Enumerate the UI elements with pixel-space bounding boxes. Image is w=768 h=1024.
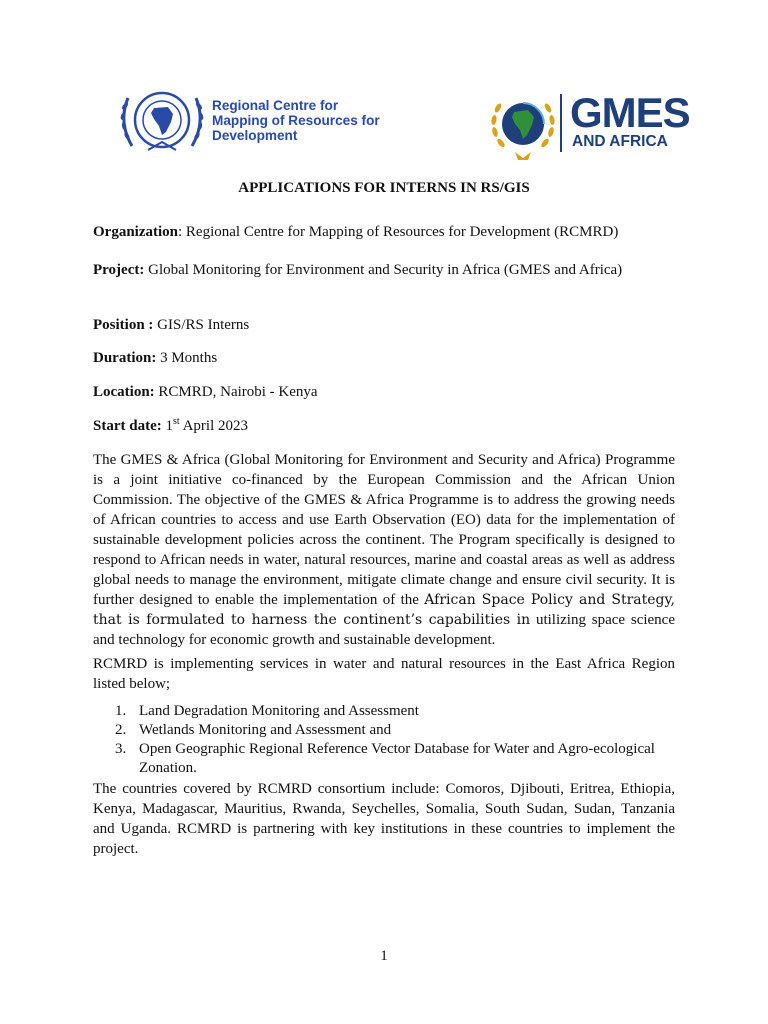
gmes-africa-logo (488, 88, 690, 162)
start-date-day: 1 (161, 418, 173, 434)
start-date-label: Start date: (93, 418, 162, 434)
intro-paragraph (93, 450, 675, 650)
list-item-number: 2. (115, 722, 127, 738)
rcmrd-logo (118, 88, 378, 156)
page-number: 1 (380, 948, 388, 964)
start-date-rest: April 2023 (179, 418, 248, 434)
rcmrd-logo-text: Regional Centre for Mapping of Resources for Development (212, 98, 380, 143)
gmes-globe-icon (488, 88, 558, 162)
location-value: RCMRD, Nairobi - Kenya (154, 384, 318, 400)
position-value: GIS/RS Interns (153, 317, 250, 333)
organization-value: : Regional Centre for Mapping of Resources for Development (RCMRD) (178, 224, 619, 240)
duration-value: 3 Months (156, 350, 218, 366)
position-label: Position : (93, 317, 154, 333)
intro-paragraph-policy-text: African Space Policy and Strategy, that is formulated to harness the continent’s capabilities in (93, 592, 676, 628)
start-date-field (93, 418, 248, 435)
duration-field (93, 350, 217, 367)
start-date-suffix: st (172, 416, 180, 427)
location-field (93, 384, 318, 401)
location-label: Location: (93, 384, 155, 400)
list-item-number: 1. (115, 703, 127, 719)
list-item-text: Open Geographic Regional Reference Vector Database for Water and Agro-ecological Zonation. (139, 741, 655, 776)
project-field (93, 262, 622, 279)
services-intro: RCMRD is implementing services in water and natural resources in the East Africa Region listed below; (93, 656, 675, 692)
list-item-text: Land Degradation Monitoring and Assessment (139, 703, 419, 719)
list-item (93, 740, 675, 778)
gmes-logo-subtitle: AND AFRICA (572, 133, 668, 150)
rcmrd-emblem-icon (118, 88, 206, 156)
countries-paragraph: The countries covered by RCMRD consortium include: Comoros, Djibouti, Eritrea, Ethiopia, Kenya, Madagascar, Mauritius, Rwanda, Seychelles, Somalia, South Sudan, Sudan, Tanzania and Uganda. RCMRD is partnering with key institutions in these countries to implement the project. (93, 781, 675, 857)
list-item-text: Wetlands Monitoring and Assessment and (139, 722, 392, 738)
intro-paragraph-text: The GMES & Africa (Global Monitoring for Environment and Security and Africa) Programme is a joint initiative co-financed by the European Commission and the African Union Commission. The objective of the GMES & Africa Programme is to address the growing needs of African countries to access and use Earth Observation (EO) data for the implementation of sustainable development policies across the continent. The Program specifically is designed to respond to African needs in water, natural resources, marine and coastal areas as well as address global needs to manage the environment, mitigate climate change and ensure civil security. It is further designed to enable the implementation of the (93, 452, 675, 608)
document-title: APPLICATIONS FOR INTERNS IN RS/GIS (238, 180, 530, 196)
duration-label: Duration: (93, 350, 157, 366)
intro-paragraph-end-text: utilizing space science and technology for economic growth and sustainable development. (93, 612, 675, 648)
project-label: Project: (93, 262, 145, 278)
project-value: Global Monitoring for Environment and Security in Africa (GMES and Africa) (144, 262, 623, 278)
list-item-number: 3. (115, 741, 127, 757)
gmes-logo-divider (560, 94, 562, 152)
organization-field (93, 224, 618, 241)
organization-label: Organization (93, 224, 178, 240)
position-field (93, 317, 249, 334)
list-item (93, 721, 675, 740)
list-item (93, 702, 675, 721)
gmes-logo-title: GMES (570, 89, 690, 136)
services-list (93, 702, 675, 778)
